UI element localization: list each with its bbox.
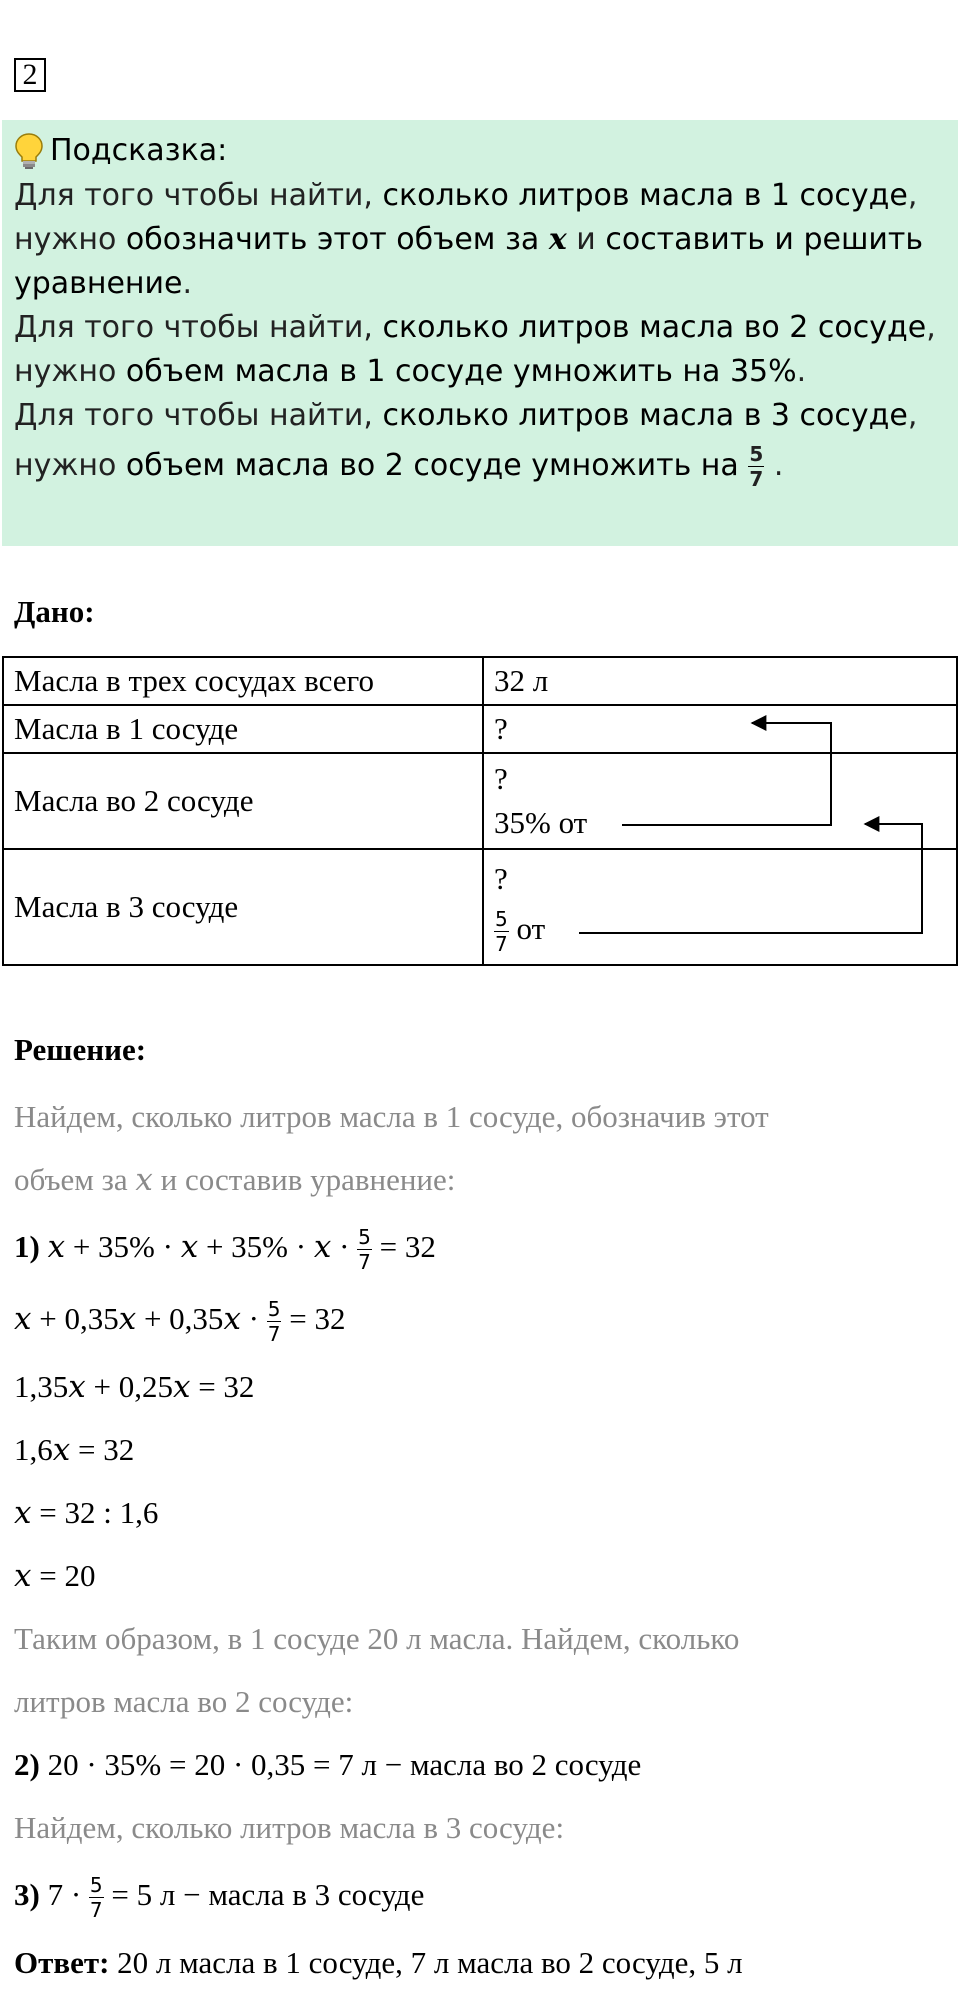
answer-label: Ответ: [14, 1945, 110, 1980]
equation-4 [14, 1418, 949, 1481]
task-number: 2 [14, 58, 46, 92]
hint-highlight: сколько литров масла во 2 сосуде [382, 310, 927, 345]
hint-text: , [907, 398, 918, 433]
answer-text: 20 л масла в 1 сосуде, 7 л масла во 2 сосуде, 5 л [117, 1945, 743, 1980]
table-cell-label: Масла в трех сосудах всего [3, 657, 483, 705]
hint-highlight: объем масла в 1 сосуде умножить на 35% [125, 354, 797, 389]
text: и составив уравнение: [160, 1162, 456, 1197]
hint-highlight: сколько литров масла в 1 сосуде [382, 178, 908, 213]
variable-x: x [548, 222, 567, 257]
cell-line: ? [494, 761, 508, 796]
variable-x: x [118, 1301, 137, 1337]
solution-intro-line-1: Найдем, сколько литров масла в 1 сосуде, обозначив этот [14, 1099, 769, 1134]
text: 20 · 35% = 20 · 0,35 = 7 л − масла во 2 сосуде [47, 1747, 642, 1782]
equation-6 [14, 1544, 949, 1607]
solution-mid-line-3: Найдем, сколько литров масла в 3 сосуде: [14, 1810, 565, 1845]
hint-text: Для того чтобы найти, [14, 398, 383, 433]
table-row [3, 705, 957, 753]
fraction-numerator: 5 [89, 1873, 103, 1898]
fraction-5-7 [357, 1225, 372, 1275]
text: = 32 : 1,6 [39, 1495, 159, 1530]
hint-line-1 [14, 174, 946, 218]
fraction-numerator: 5 [267, 1297, 281, 1322]
fraction-denominator: 7 [267, 1322, 281, 1347]
equation-3 [14, 1355, 949, 1418]
table-cell-value [483, 849, 957, 965]
hint-text: нужно [14, 354, 126, 389]
step-3 [14, 1859, 949, 1931]
hint-text: . [182, 266, 193, 301]
hint-line-5 [14, 350, 946, 394]
variable-x: x [135, 1162, 153, 1198]
solution-mid-line-1: Таким образом, в 1 сосуде 20 л масла. Найдем, сколько [14, 1621, 740, 1656]
text: = 5 л − масла в 3 сосуде [111, 1877, 425, 1912]
solution-intro-line-2 [14, 1148, 949, 1211]
variable-x: x [14, 1301, 32, 1337]
text: объем за [14, 1162, 128, 1197]
fraction-5-7 [748, 444, 764, 489]
hint-text: нужно [14, 222, 126, 257]
variable-x: x [68, 1369, 86, 1405]
fraction-5-7 [267, 1297, 282, 1347]
hint-line-3 [14, 262, 946, 306]
text: = 32 [379, 1229, 436, 1264]
given-heading: Дано: [14, 594, 95, 629]
table-cell-label: Масла во 2 сосуде [3, 753, 483, 849]
variable-x: x [180, 1229, 199, 1265]
hint-line-6 [14, 394, 946, 438]
text: = 32 [289, 1301, 346, 1336]
hint-text: , [926, 310, 936, 345]
fraction-numerator: 5 [749, 442, 764, 466]
solution-body [14, 1085, 949, 1994]
solution-heading: Решение: [14, 1032, 147, 1067]
table-cell-value [483, 753, 957, 849]
text: · [339, 1229, 350, 1264]
text: 1,6 [14, 1432, 53, 1467]
hint-line-7 [14, 438, 946, 494]
fraction-denominator: 7 [749, 467, 764, 491]
hint-highlight: обозначить этот объем за [125, 222, 540, 257]
hint-box [2, 120, 958, 546]
hint-text: и [576, 222, 596, 257]
table-row [3, 753, 957, 849]
variable-x: x [52, 1432, 71, 1468]
text: + 0,25 [93, 1369, 173, 1404]
cell-line: 35% от [494, 805, 588, 840]
table-row [3, 657, 957, 705]
hint-text: . [773, 448, 784, 483]
text: + 0,35 [39, 1301, 119, 1336]
hint-highlight: уравнение [14, 266, 183, 301]
solution-mid-line-2: литров масла во 2 сосуде: [14, 1684, 354, 1719]
hint-highlight: объем масла во 2 сосуде умножить на [125, 448, 739, 483]
text: = 20 [39, 1558, 96, 1593]
fraction-denominator: 7 [358, 1250, 371, 1275]
fraction-numerator: 5 [358, 1225, 371, 1250]
lightbulb-icon [14, 132, 44, 170]
hint-title: Подсказка: [50, 133, 228, 168]
text: = 32 [198, 1369, 255, 1404]
hint-highlight: составить и решить [605, 222, 924, 257]
variable-x: x [313, 1229, 332, 1265]
fraction-denominator: 7 [89, 1898, 103, 1923]
variable-x: x [47, 1229, 66, 1265]
text: · [248, 1301, 259, 1336]
fraction-5-7 [89, 1873, 104, 1923]
hint-text: нужно [14, 448, 126, 483]
text: + 35% · [72, 1229, 173, 1264]
fraction-numerator: 5 [495, 907, 508, 932]
text: 7 · [47, 1877, 82, 1912]
equation-2 [14, 1283, 949, 1355]
hint-line-2 [14, 218, 946, 262]
cell-line [494, 901, 946, 957]
text: + 0,35 [143, 1301, 224, 1336]
step-label: 2) [14, 1747, 40, 1782]
text: = 32 [77, 1432, 135, 1467]
hint-highlight: сколько литров масла в 3 сосуде [382, 398, 908, 433]
table-cell-value: 32 л [483, 657, 957, 705]
equation-5 [14, 1481, 949, 1544]
text: + 35% · [205, 1229, 307, 1264]
text: 1,35 [14, 1369, 69, 1404]
answer [14, 1931, 949, 1994]
hint-text: . [796, 354, 807, 389]
cell-line: ? [494, 861, 508, 896]
table-row [3, 849, 957, 965]
fraction-5-7 [494, 907, 509, 957]
hint-text: , [907, 178, 918, 213]
hint-line-4 [14, 306, 946, 350]
equation-1 [14, 1211, 949, 1283]
fraction-denominator: 7 [495, 932, 508, 957]
hint-title-row [14, 128, 946, 174]
step-2 [14, 1733, 949, 1796]
step-label: 3) [14, 1877, 40, 1912]
hint-text: Для того чтобы найти, [14, 310, 383, 345]
cell-text: от [516, 911, 546, 946]
step-label: 1) [14, 1229, 40, 1264]
variable-x: x [223, 1301, 241, 1337]
variable-x: x [172, 1369, 191, 1405]
table-cell-value: ? [483, 705, 957, 753]
variable-x: x [14, 1558, 32, 1594]
hint-text: Для того чтобы найти, [14, 178, 383, 213]
given-table [2, 656, 958, 966]
table-cell-label: Масла в 3 сосуде [3, 849, 483, 965]
variable-x: x [14, 1495, 32, 1531]
table-cell-label: Масла в 1 сосуде [3, 705, 483, 753]
